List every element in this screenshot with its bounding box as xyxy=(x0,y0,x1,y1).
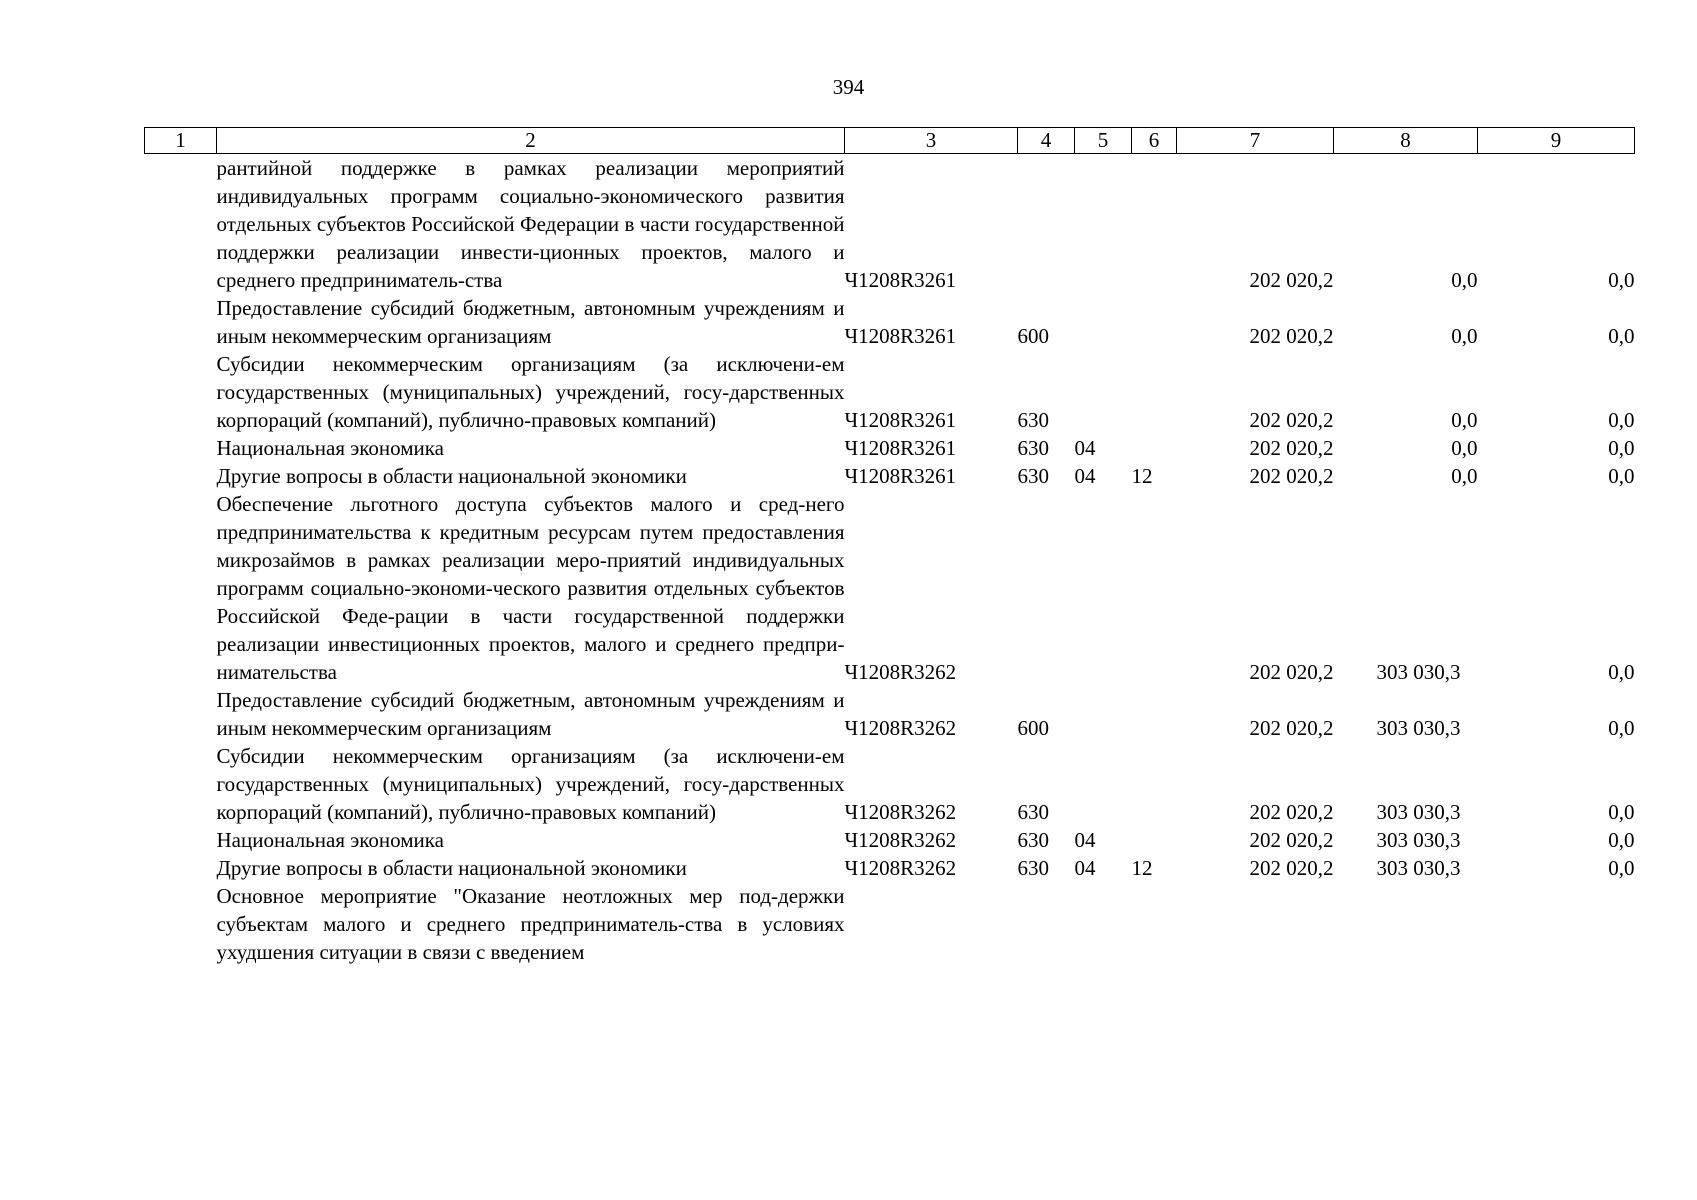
row-subsection xyxy=(1132,490,1177,686)
row-value-7 xyxy=(1177,882,1334,966)
row-subsection: 12 xyxy=(1131,464,1153,488)
row-section xyxy=(1075,294,1132,350)
column-header-5: 5 xyxy=(1075,128,1132,154)
table-row xyxy=(145,854,1635,882)
budget-table xyxy=(144,127,1635,966)
table-row xyxy=(145,742,1635,826)
row-value-9: 0,0 xyxy=(1608,268,1635,292)
row-target-code: Ч1208R3262 xyxy=(844,660,957,684)
row-subsection xyxy=(1132,882,1177,966)
column-header-1: 1 xyxy=(145,128,217,154)
row-target-code: Ч1208R3262 xyxy=(844,856,957,880)
row-subsection xyxy=(1132,686,1177,742)
row-expense-type xyxy=(1018,490,1075,686)
row-value-9: 0,0 xyxy=(1608,660,1635,684)
row-value-8: 0,0 xyxy=(1451,324,1478,348)
row-section xyxy=(1075,350,1132,434)
cell-col1 xyxy=(145,154,217,295)
table-row xyxy=(145,350,1635,434)
row-subsection xyxy=(1132,294,1177,350)
cell-col1 xyxy=(145,854,217,882)
row-expense-type: 630 xyxy=(1017,408,1049,432)
row-target-code: Ч1208R3262 xyxy=(844,716,957,740)
table-row xyxy=(145,490,1635,686)
row-value-8: 303 030,3 xyxy=(1376,660,1461,684)
cell-col1 xyxy=(145,686,217,742)
row-name: Основное мероприятие "Оказание неотложных мер под-держки субъектам малого и среднего предприниматель-ства в условиях ухудшения ситуации в связи с введением xyxy=(216,884,845,964)
column-header-9: 9 xyxy=(1478,128,1635,154)
row-name: Национальная экономика xyxy=(216,828,444,852)
row-expense-type: 630 xyxy=(1017,800,1049,824)
row-value-7: 202 020,2 xyxy=(1249,660,1334,684)
row-subsection xyxy=(1132,742,1177,826)
row-target-code: Ч1208R3261 xyxy=(844,464,957,488)
row-name: Субсидии некоммерческим организациям (за исключени-ем государственных (муниципальных) учреждений, госу-дарственных корпораций (компаний), публично-правовых компаний) xyxy=(216,352,845,432)
row-value-8: 0,0 xyxy=(1451,436,1478,460)
row-value-9 xyxy=(1478,882,1635,966)
row-name: Национальная экономика xyxy=(216,436,444,460)
row-name: рантийной поддержке в рамках реализации мероприятий индивидуальных программ социально-экономического развития отдельных субъектов Российской Федерации в части государственной поддержки реализации инвести-ционных проектов, малого и среднего предприниматель-ства xyxy=(216,156,845,292)
cell-col1 xyxy=(145,434,217,462)
table-row xyxy=(145,294,1635,350)
row-expense-type xyxy=(1018,882,1075,966)
row-name: Другие вопросы в области национальной экономики xyxy=(216,464,687,488)
cell-col1 xyxy=(145,350,217,434)
table-body xyxy=(145,154,1635,967)
row-section: 04 xyxy=(1074,856,1096,880)
row-value-8: 303 030,3 xyxy=(1376,828,1461,852)
row-value-8: 0,0 xyxy=(1451,464,1478,488)
row-section xyxy=(1075,742,1132,826)
page-number: 394 xyxy=(832,75,865,99)
row-expense-type: 630 xyxy=(1017,464,1049,488)
column-header-6: 6 xyxy=(1132,128,1177,154)
row-value-7: 202 020,2 xyxy=(1249,800,1334,824)
row-section xyxy=(1075,686,1132,742)
row-subsection xyxy=(1132,154,1177,295)
row-expense-type: 600 xyxy=(1017,716,1049,740)
row-section xyxy=(1075,490,1132,686)
row-value-9: 0,0 xyxy=(1608,716,1635,740)
row-value-7: 202 020,2 xyxy=(1249,436,1334,460)
row-value-8: 303 030,3 xyxy=(1376,800,1461,824)
cell-col1 xyxy=(145,742,217,826)
row-name: Субсидии некоммерческим организациям (за исключени-ем государственных (муниципальных) учреждений, госу-дарственных корпораций (компаний), публично-правовых компаний) xyxy=(216,744,845,824)
row-section: 04 xyxy=(1074,436,1096,460)
table-row xyxy=(145,882,1635,966)
row-value-7: 202 020,2 xyxy=(1249,324,1334,348)
row-subsection: 12 xyxy=(1131,856,1153,880)
row-value-7: 202 020,2 xyxy=(1249,268,1334,292)
row-name: Предоставление субсидий бюджетным, автономным учреждениям и иным некоммерческим организациям xyxy=(216,296,845,348)
row-target-code: Ч1208R3261 xyxy=(844,268,957,292)
row-value-8: 303 030,3 xyxy=(1376,716,1461,740)
cell-col1 xyxy=(145,462,217,490)
row-expense-type: 630 xyxy=(1017,856,1049,880)
row-value-7: 202 020,2 xyxy=(1249,408,1334,432)
row-value-9: 0,0 xyxy=(1608,464,1635,488)
table-row xyxy=(145,434,1635,462)
cell-col1 xyxy=(145,826,217,854)
row-value-8 xyxy=(1334,882,1478,966)
column-header-3: 3 xyxy=(845,128,1018,154)
row-value-9: 0,0 xyxy=(1608,324,1635,348)
row-value-7: 202 020,2 xyxy=(1249,464,1334,488)
row-target-code: Ч1208R3261 xyxy=(844,408,957,432)
row-value-9: 0,0 xyxy=(1608,408,1635,432)
column-number-header xyxy=(145,128,1635,154)
row-subsection xyxy=(1132,434,1177,462)
row-expense-type xyxy=(1018,154,1075,295)
row-value-8: 303 030,3 xyxy=(1376,856,1461,880)
row-section xyxy=(1075,882,1132,966)
table-row xyxy=(145,826,1635,854)
table-row xyxy=(145,686,1635,742)
row-subsection xyxy=(1132,350,1177,434)
row-value-8: 0,0 xyxy=(1451,408,1478,432)
table-row xyxy=(145,154,1635,295)
table-row xyxy=(145,462,1635,490)
row-subsection xyxy=(1132,826,1177,854)
row-section: 04 xyxy=(1074,464,1096,488)
row-section: 04 xyxy=(1074,828,1096,852)
row-name: Другие вопросы в области национальной экономики xyxy=(216,856,687,880)
column-header-8: 8 xyxy=(1334,128,1478,154)
row-value-8: 0,0 xyxy=(1451,268,1478,292)
column-header-2: 2 xyxy=(217,128,845,154)
row-value-7: 202 020,2 xyxy=(1249,716,1334,740)
row-target-code: Ч1208R3261 xyxy=(844,436,957,460)
cell-col1 xyxy=(145,882,217,966)
cell-col1 xyxy=(145,490,217,686)
row-value-9: 0,0 xyxy=(1608,828,1635,852)
row-name: Обеспечение льготного доступа субъектов малого и сред-него предпринимательства к кредитным ресурсам путем предоставления микрозаймов в рамках реализации меро-приятий индивидуальных программ социально-экономи-ческого развития отдельных субъектов Российской Феде-рации в части государственной поддержки реализации инвестиционных проектов, малого и среднего предпри-нимательства xyxy=(216,492,845,684)
row-value-9: 0,0 xyxy=(1608,436,1635,460)
row-expense-type: 630 xyxy=(1017,828,1049,852)
row-name: Предоставление субсидий бюджетным, автономным учреждениям и иным некоммерческим организациям xyxy=(216,688,845,740)
row-expense-type: 630 xyxy=(1017,436,1049,460)
row-target-code: Ч1208R3262 xyxy=(844,800,957,824)
row-expense-type: 600 xyxy=(1017,324,1049,348)
row-target-code xyxy=(845,882,1018,966)
column-header-4: 4 xyxy=(1018,128,1075,154)
row-value-7: 202 020,2 xyxy=(1249,856,1334,880)
row-target-code: Ч1208R3261 xyxy=(844,324,957,348)
row-value-9: 0,0 xyxy=(1608,856,1635,880)
row-value-7: 202 020,2 xyxy=(1249,828,1334,852)
row-value-9: 0,0 xyxy=(1608,800,1635,824)
cell-col1 xyxy=(145,294,217,350)
row-target-code: Ч1208R3262 xyxy=(844,828,957,852)
row-section xyxy=(1075,154,1132,295)
column-header-7: 7 xyxy=(1177,128,1334,154)
